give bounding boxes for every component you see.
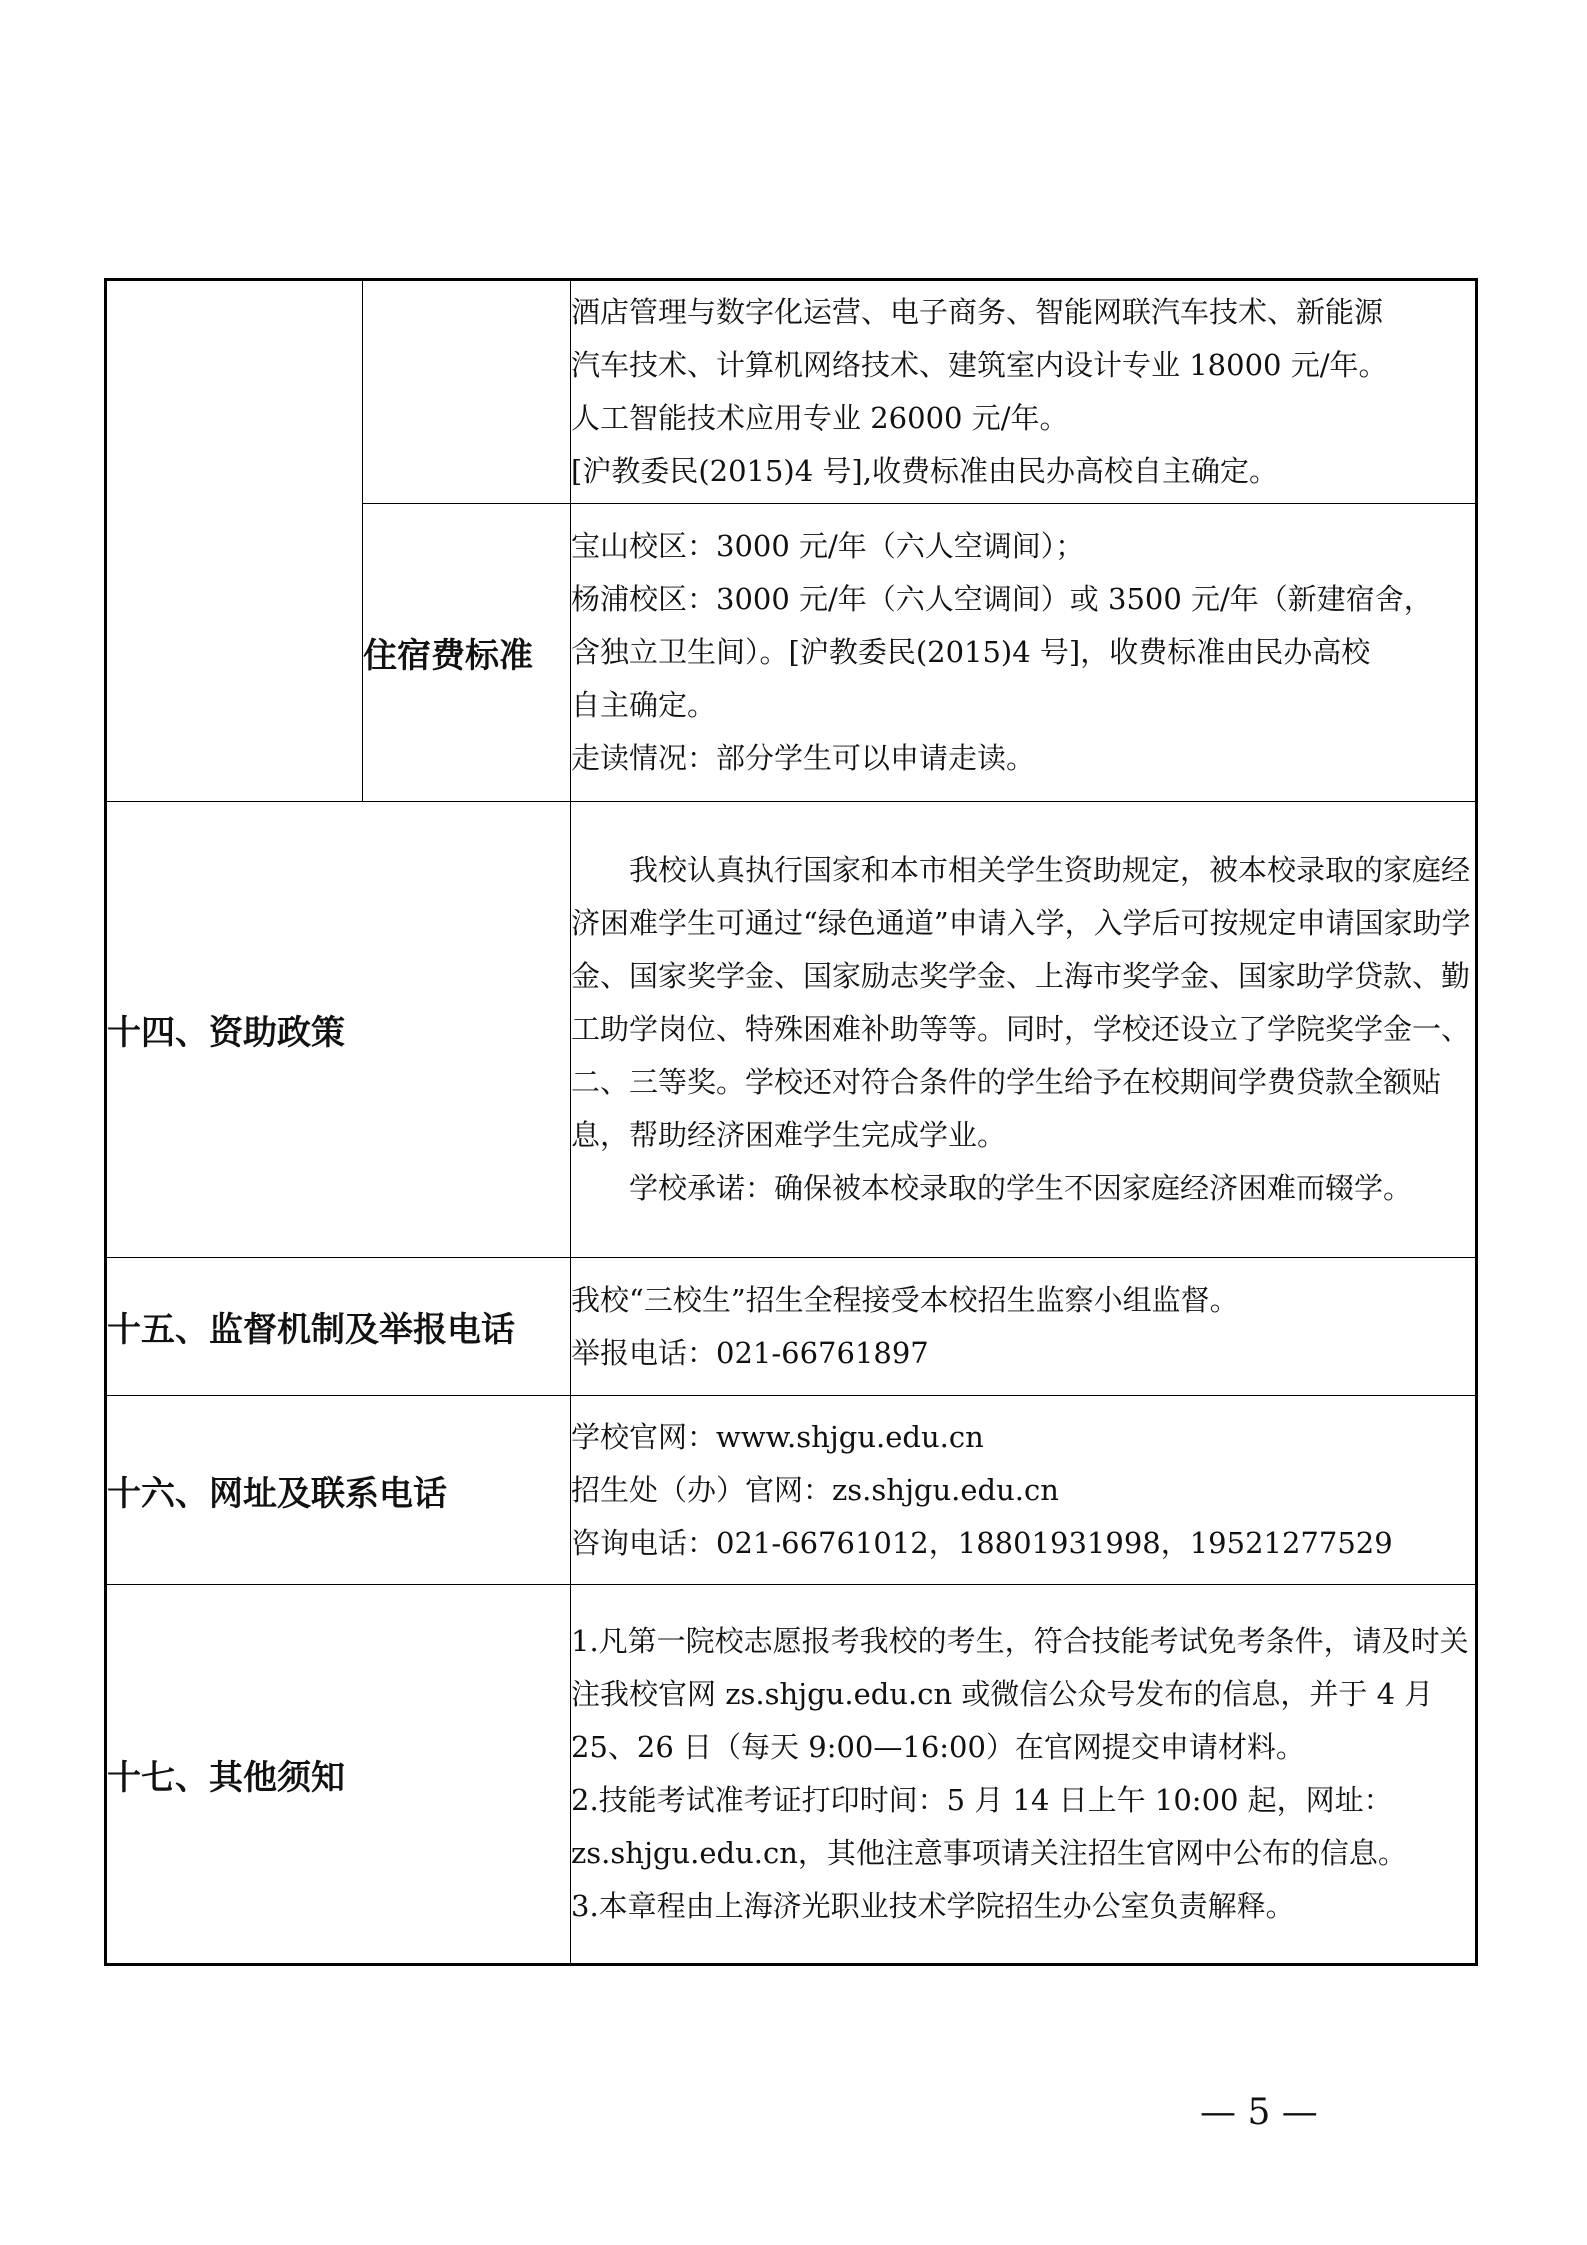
supervision-label: 十五、监督机制及举报电话: [106, 1258, 571, 1396]
tuition-line: 人工智能技术应用专业 26000 元/年。: [571, 401, 1069, 435]
notes-content: [571, 1585, 1477, 1965]
supervision-content: [571, 1258, 1477, 1396]
admission-website-line: 招生处（办）官网：zs.shjgu.edu.cn: [571, 1472, 1059, 1507]
aid-content: [571, 802, 1477, 1258]
supervision-line: 举报电话：021-66761897: [571, 1335, 929, 1370]
table-row: [106, 280, 1477, 504]
contact-label: 十六、网址及联系电话: [106, 1396, 571, 1585]
accommodation-line: 含独立卫生间）。[沪教委民(2015)4 号]，收费标准由民办高校: [571, 635, 1371, 669]
empty-sublabel-cell: [363, 280, 571, 504]
table-row: [106, 1258, 1477, 1396]
note-item: 3.本章程由上海济光职业技术学院招生办公室负责解释。: [571, 1889, 1295, 1923]
supervision-line: 我校“三校生”招生全程接受本校招生监察小组监督。: [571, 1282, 1239, 1317]
admission-info-table: [104, 278, 1478, 1966]
tuition-line: 酒店管理与数字化运营、电子商务、智能网联汽车技术、新能源: [571, 295, 1384, 329]
notes-label: 十七、其他须知: [106, 1585, 571, 1965]
note-item: 1.凡第一院校志愿报考我校的考生，符合技能考试免考条件，请及时关注我校官网 zs.shjgu.edu.cn 或微信公众号发布的信息，并于 4 月 25、26 日（每天 9:00—16:00）在官网提交申请材料。: [571, 1624, 1469, 1764]
tuition-content: [571, 280, 1477, 504]
aid-paragraph: 我校认真执行国家和本市相关学生资助规定，被本校录取的家庭经济困难学生可通过“绿色通道”申请入学，入学后可按规定申请国家助学金、国家奖学金、国家励志奖学金、上海市奖学金、国家助学贷款、勤工助学岗位、特殊困难补助等等。同时，学校还设立了学院奖学金一、二、三等奖。学校还对符合条件的学生给予在校期间学费贷款全额贴息，帮助经济困难学生完成学业。: [571, 853, 1471, 1152]
contact-content: [571, 1396, 1477, 1585]
accommodation-content: [571, 504, 1477, 802]
table-row: [106, 802, 1477, 1258]
accommodation-line: 杨浦校区：3000 元/年（六人空调间）或 3500 元/年（新建宿舍，: [571, 582, 1433, 616]
accommodation-line: 宝山校区：3000 元/年（六人空调间）；: [571, 529, 1085, 563]
note-item: 2.技能考试准考证打印时间：5 月 14 日上午 10:00 起，网址：zs.shjgu.edu.cn，其他注意事项请关注招生官网中公布的信息。: [571, 1783, 1407, 1870]
website-line: 学校官网：www.shjgu.edu.cn: [571, 1419, 984, 1454]
tuition-line: [沪教委民(2015)4 号],收费标准由民办高校自主确定。: [571, 454, 1278, 488]
accommodation-line: 走读情况：部分学生可以申请走读。: [571, 741, 1036, 775]
tuition-line: 汽车技术、计算机网络技术、建筑室内设计专业 18000 元/年。: [571, 348, 1388, 382]
accommodation-label: 住宿费标准: [363, 504, 571, 802]
phone-line: 咨询电话：021-66761012，18801931998，19521277529: [571, 1525, 1393, 1560]
aid-label: 十四、资助政策: [106, 802, 571, 1258]
accommodation-line: 自主确定。: [571, 688, 717, 722]
page-number: — 5 —: [1200, 2092, 1318, 2133]
table-row: [106, 1585, 1477, 1965]
table-row: [106, 1396, 1477, 1585]
aid-promise: 学校承诺：确保被本校录取的学生不因家庭经济困难而辍学。: [629, 1171, 1413, 1205]
empty-label-cell: [106, 280, 363, 802]
